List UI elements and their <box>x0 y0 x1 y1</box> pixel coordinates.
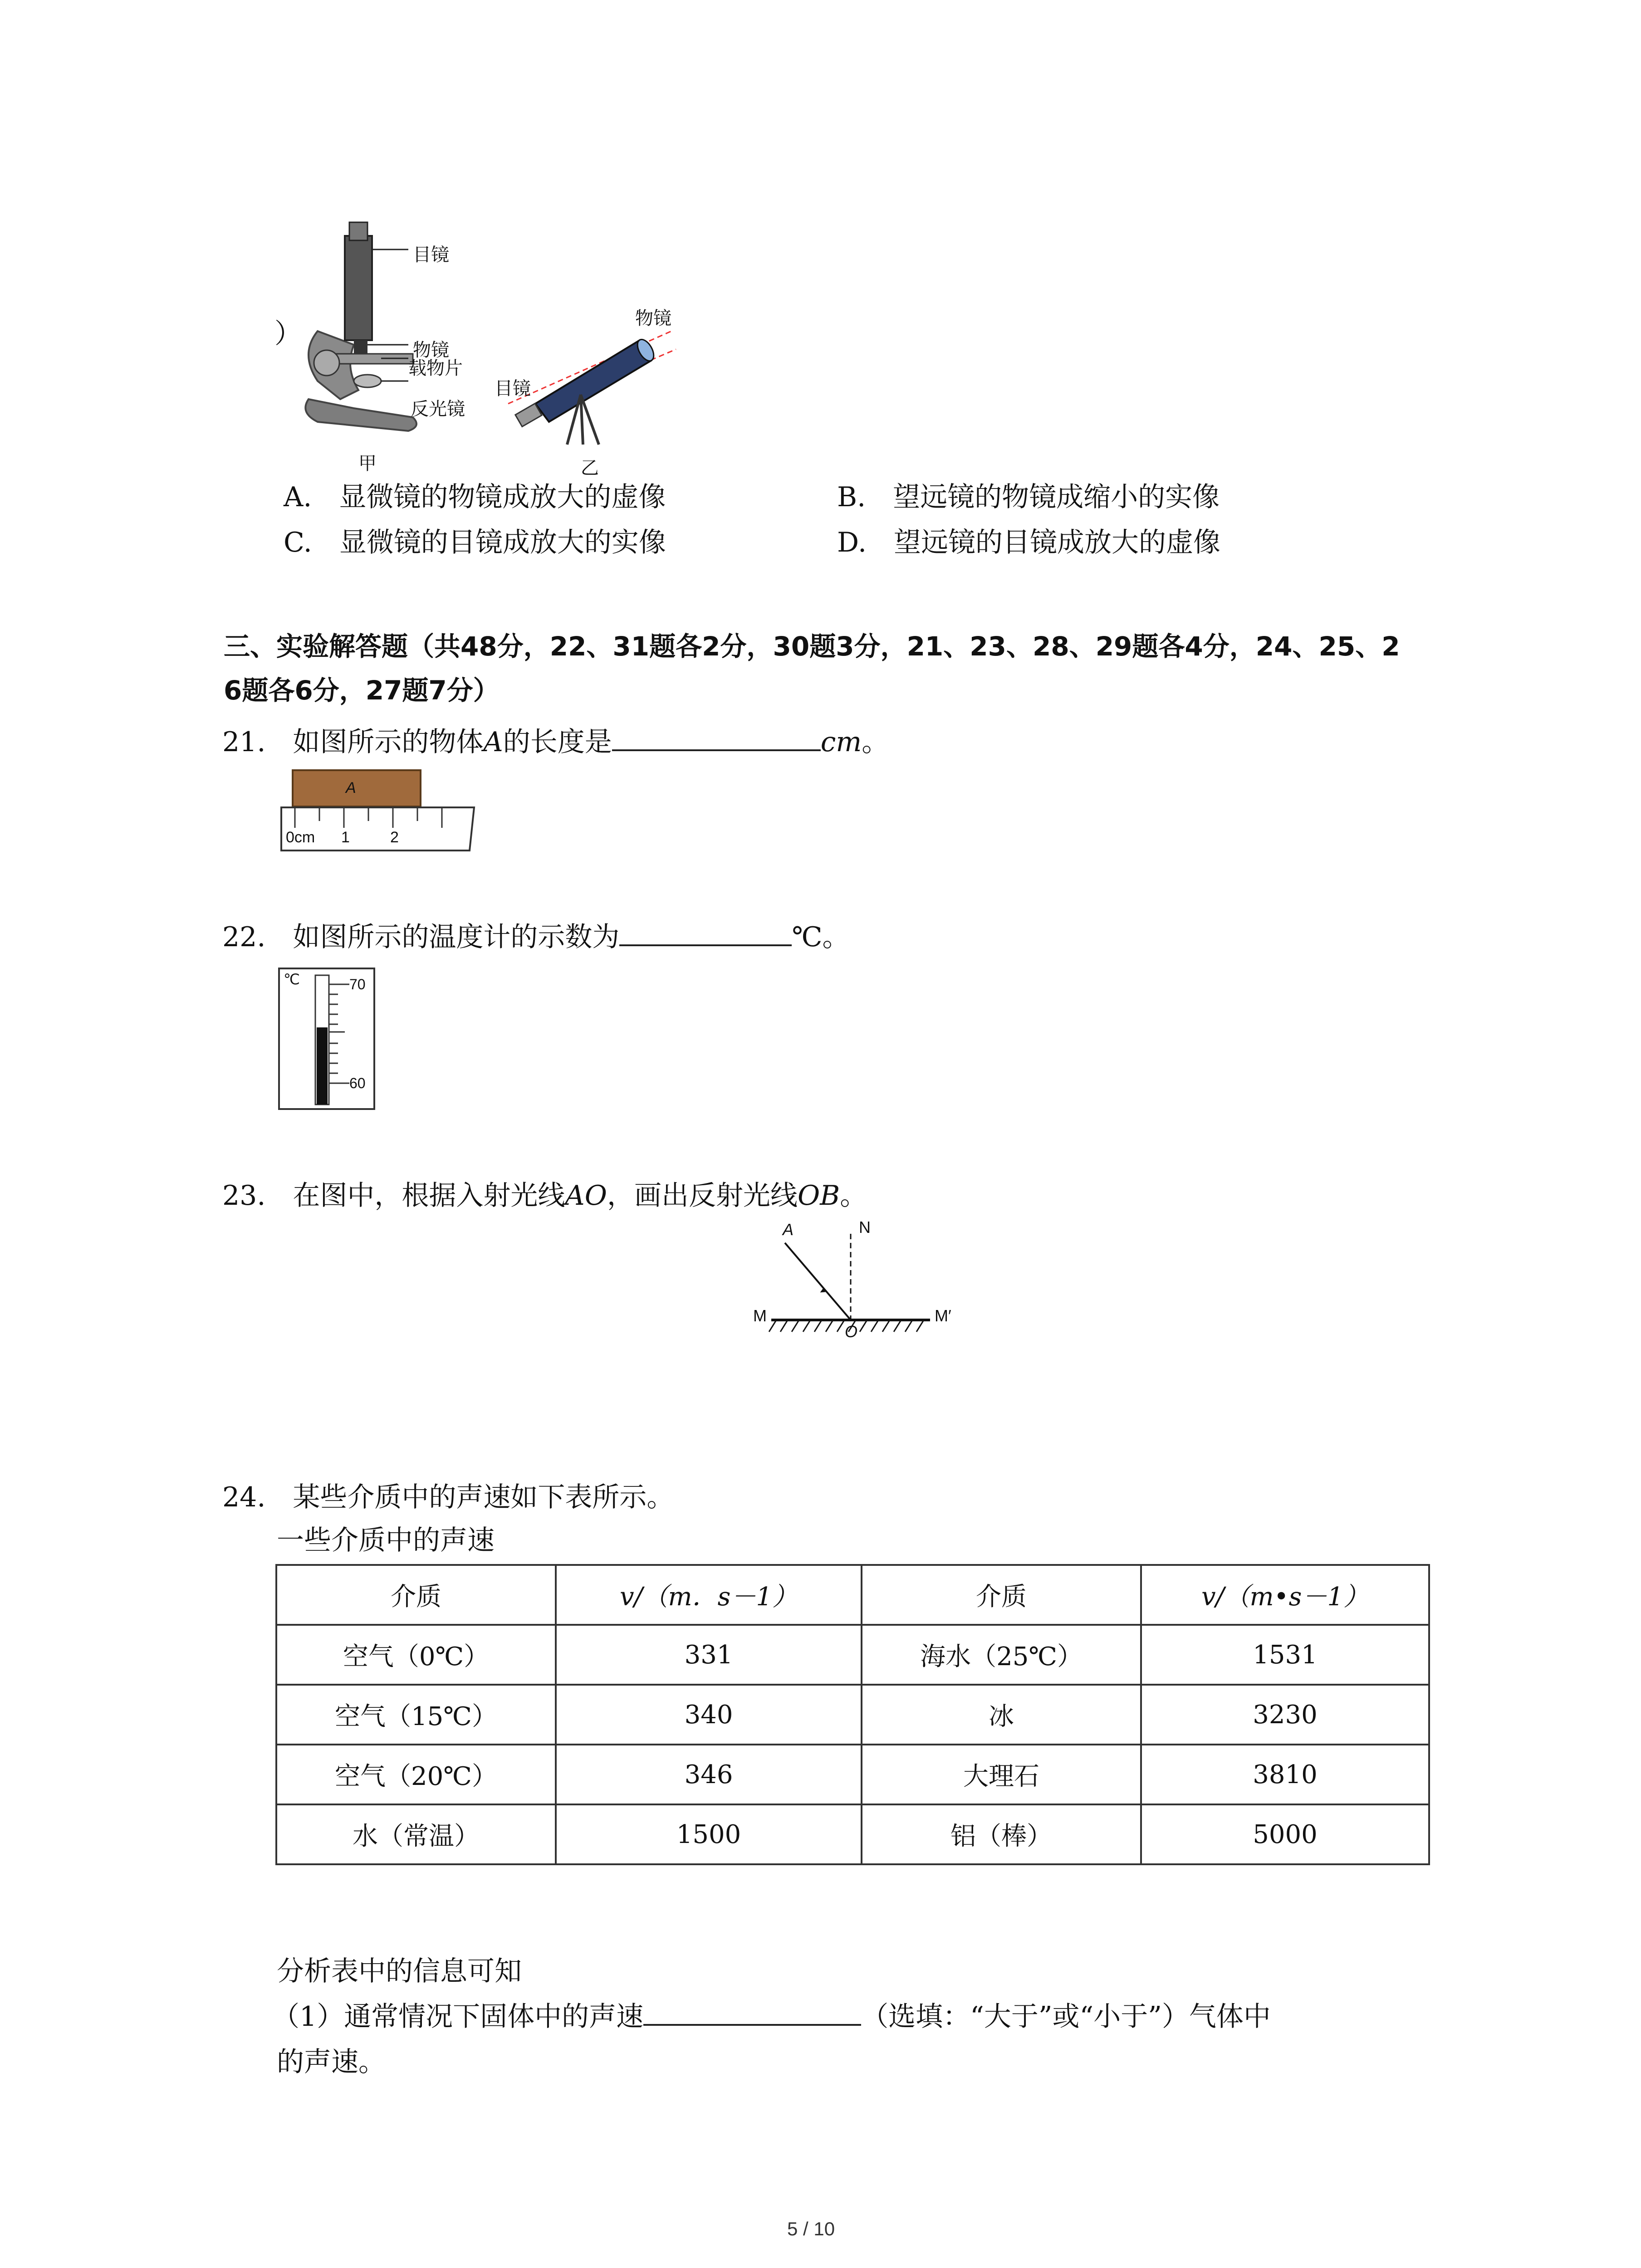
option-c: C. 显微镜的目镜成放大的实像 <box>284 527 666 558</box>
q21-answer-blank[interactable] <box>612 749 821 751</box>
fig-jia-caption: 甲 <box>358 454 377 474</box>
table-cell: 1531 <box>1141 1625 1429 1685</box>
sound-speed-table <box>275 1564 1430 1865</box>
header-medium-1: 介质 <box>276 1565 556 1625</box>
table-row <box>276 1625 1429 1685</box>
table-cell: 水（常温） <box>276 1804 556 1864</box>
fig-yi-caption: 乙 <box>581 458 599 478</box>
table-cell: 大理石 <box>862 1745 1141 1804</box>
ruler-label-2: 2 <box>390 829 399 846</box>
thermo-label-60: 60 <box>349 1075 366 1091</box>
label-eyepiece: 目镜 <box>413 245 449 265</box>
table-cell: 冰 <box>862 1685 1141 1745</box>
label-telescope-eyepiece: 目镜 <box>495 379 531 399</box>
thermo-label-70: 70 <box>349 976 366 992</box>
table-cell: 331 <box>556 1625 862 1685</box>
table-cell: 空气（0℃） <box>276 1625 556 1685</box>
q24-caption: 一些介质中的声速 <box>277 1525 495 1556</box>
option-a: A. 显微镜的物镜成放大的虚像 <box>284 481 666 513</box>
q24-answer-blank[interactable] <box>643 2024 861 2026</box>
diagram-label-m: M <box>753 1306 767 1325</box>
q22-text: 22. 如图所示的温度计的示数为 ℃。 <box>222 921 850 953</box>
table-cell: 铝（棒） <box>862 1804 1141 1864</box>
label-mirror: 反光镜 <box>411 399 465 419</box>
table-row <box>276 1745 1429 1804</box>
section3-heading-line2: 6题各6分，27题7分） <box>224 675 500 706</box>
page-number: 5 / 10 <box>787 2218 835 2239</box>
table-cell: 空气（20℃） <box>276 1745 556 1804</box>
ruler-label-0cm: 0cm <box>286 829 315 846</box>
table-cell: 3810 <box>1141 1745 1429 1804</box>
q23-text: 23. 在图中，根据入射光线AO，画出反射光线OB。 <box>222 1180 867 1212</box>
label-objective: 物镜 <box>413 340 449 360</box>
table-cell: 空气（15℃） <box>276 1685 556 1745</box>
header-speed-2: v/（m•s－1） <box>1141 1565 1429 1625</box>
diagram-label-m-prime: M′ <box>935 1306 951 1325</box>
q21-text: 21. 如图所示的物体A的长度是 cm。 <box>222 726 889 758</box>
header-medium-2: 介质 <box>862 1565 1141 1625</box>
table-row <box>276 1804 1429 1864</box>
label-telescope-objective: 物镜 <box>635 308 671 328</box>
option-b: B. 望远镜的物镜成缩小的实像 <box>837 481 1220 513</box>
diagram-label-a: A <box>783 1220 794 1239</box>
table-cell: 3230 <box>1141 1685 1429 1745</box>
diagram-label-n: N <box>859 1218 871 1237</box>
table-cell: 346 <box>556 1745 862 1804</box>
thermo-unit-label: ℃ <box>284 971 300 987</box>
section3-heading-line1: 三、实验解答题（共48分，22、31题各2分，30题3分，21、23、28、29题各4分，24、25、2 <box>224 631 1400 662</box>
option-d: D. 望远镜的目镜成放大的虚像 <box>837 527 1221 558</box>
q24-intro: 24. 某些介质中的声速如下表所示。 <box>222 1481 674 1513</box>
ruler-label-1: 1 <box>341 829 350 846</box>
ruler-block-label: A <box>346 779 356 797</box>
q24-analysis: 分析表中的信息可知 <box>277 1955 522 1987</box>
label-slide: 载物片 <box>408 358 463 378</box>
table-cell: 340 <box>556 1685 862 1745</box>
table-cell: 5000 <box>1141 1804 1429 1864</box>
table-row <box>276 1685 1429 1745</box>
table-cell: 海水（25℃） <box>862 1625 1141 1685</box>
diagram-label-o: O <box>845 1322 858 1341</box>
q24-sub1: （1）通常情况下固体中的声速 （选填：“大于”或“小于”）气体中 <box>272 2001 1271 2033</box>
q22-answer-blank[interactable] <box>619 944 792 946</box>
table-header-row <box>276 1565 1429 1625</box>
header-speed-1: v/（m．s－1） <box>556 1565 862 1625</box>
q20-paren: ） <box>274 318 302 350</box>
q24-sub1-line2: 的声速。 <box>277 2046 386 2078</box>
table-cell: 1500 <box>556 1804 862 1864</box>
